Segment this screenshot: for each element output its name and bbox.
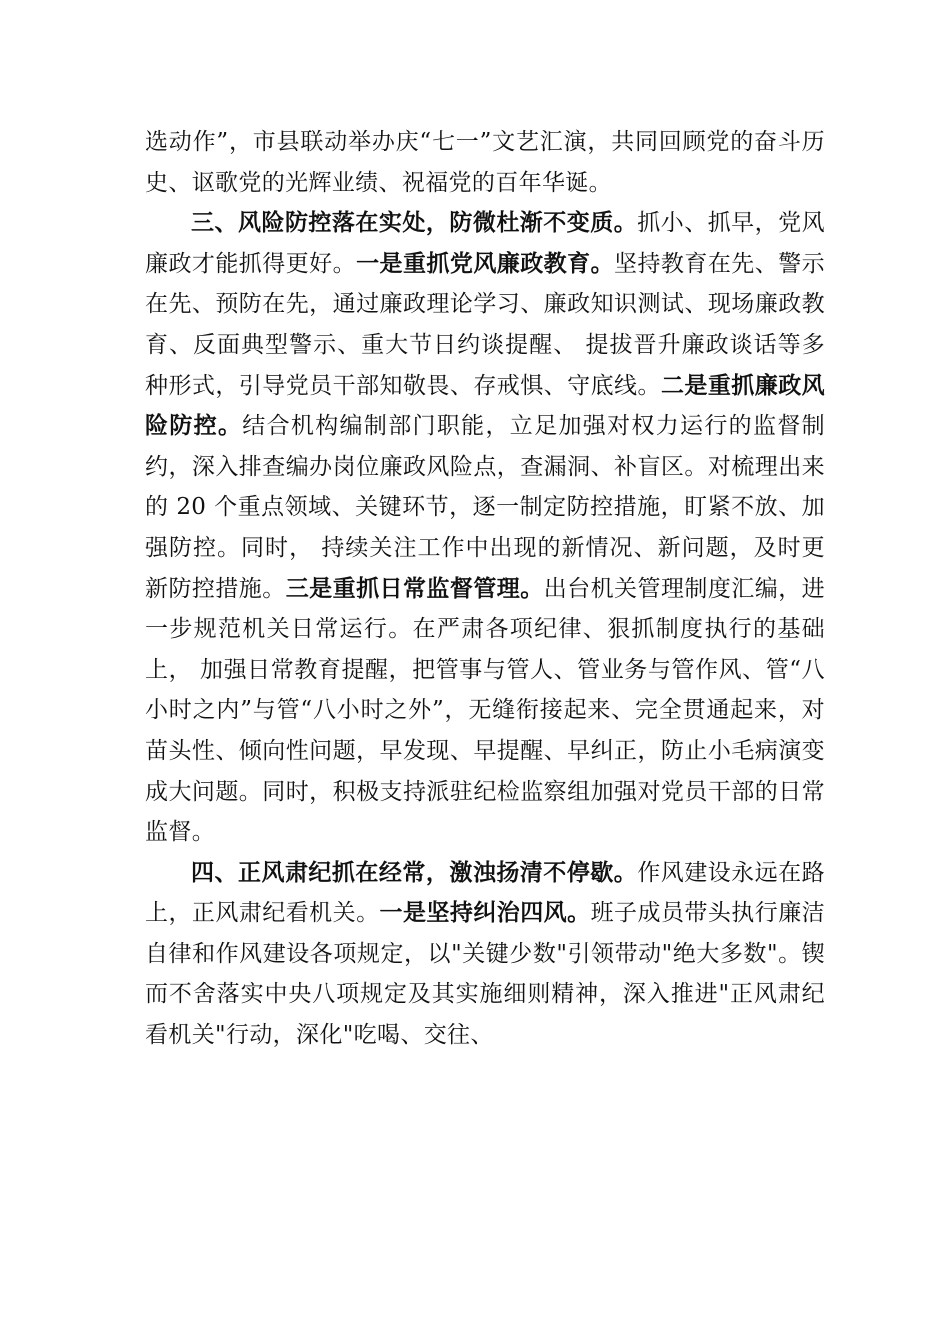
subsection-heading: 二是重抓廉政风险防控。 (145, 371, 825, 440)
section-heading: 三、风险防控落在实处，防微杜渐不变质。 (191, 209, 638, 237)
text-run: 班子成员带头执行廉洁自律和作风建设各项规定，以"关键少数"引领带动"绝大多数"。锲而不舍落实中央八项规定及其实施细则精神，深入推进"正风肃纪看机关"行动，深化"吃喝、交往、 (145, 900, 826, 1049)
text-run: 抓小、抓早，党风廉政才能抓得更好。 (145, 210, 825, 277)
paragraph-section-four (145, 853, 825, 1056)
subsection-heading: 一是重抓党风廉政教育。 (356, 249, 615, 277)
text-run: 坚持教育在先、警示在先、预防在先，通过廉政理论学习、廉政知识测试、现场廉政教育、反面典型警示、重大节日约谈提醒、 提拔晋升廉政谈话等多种形式，引导党员干部知敬畏、存戒惧、守底线。 (145, 250, 825, 399)
text-run: 结合机构编制部门职能，立足加强对权力运行的监督制约，深入排查编办岗位廉政风险点，查漏洞、补盲区。对梳理出来的 20 个重点领域、关键环节，逐一制定防控措施，盯紧不放、加强防控。同时， 持续关注工作中出现的新情况、新问题，及时更新防控措施。 (145, 413, 825, 602)
document-page (145, 122, 825, 1056)
paragraph-section-three (145, 203, 825, 853)
text-run: 选动作”，市县联动举办庆“七一”文艺汇演，共同回顾党的奋斗历史、讴歌党的光辉业绩、祝福党的百年华诞。 (145, 129, 825, 196)
subsection-heading: 三是重抓日常监督管理。 (285, 574, 544, 602)
text-run: 作风建设永远在路上，正风肃纪看机关。 (145, 859, 825, 927)
paragraph-continuation (145, 122, 825, 203)
section-heading: 四、正风肃纪抓在经常，激浊扬清不停歇。 (191, 858, 638, 886)
text-run: 出台机关管理制度汇编，进一步规范机关日常运行。在严肃各项纪律、狠抓制度执行的基础上， 加强日常教育提醒，把管事与管人、管业务与管作风、管“八小时之内”与管“八小时之外”，无缝衔接起来、完全贯通起来，对苗头性、倾向性问题，早发现、早提醒、早纠正，防止小毛病演变成大问题。同时，积极支持派驻纪检监察组加强对党员干部的日常监督。 (145, 575, 825, 846)
subsection-heading: 一是坚持纠治四风。 (379, 899, 591, 927)
